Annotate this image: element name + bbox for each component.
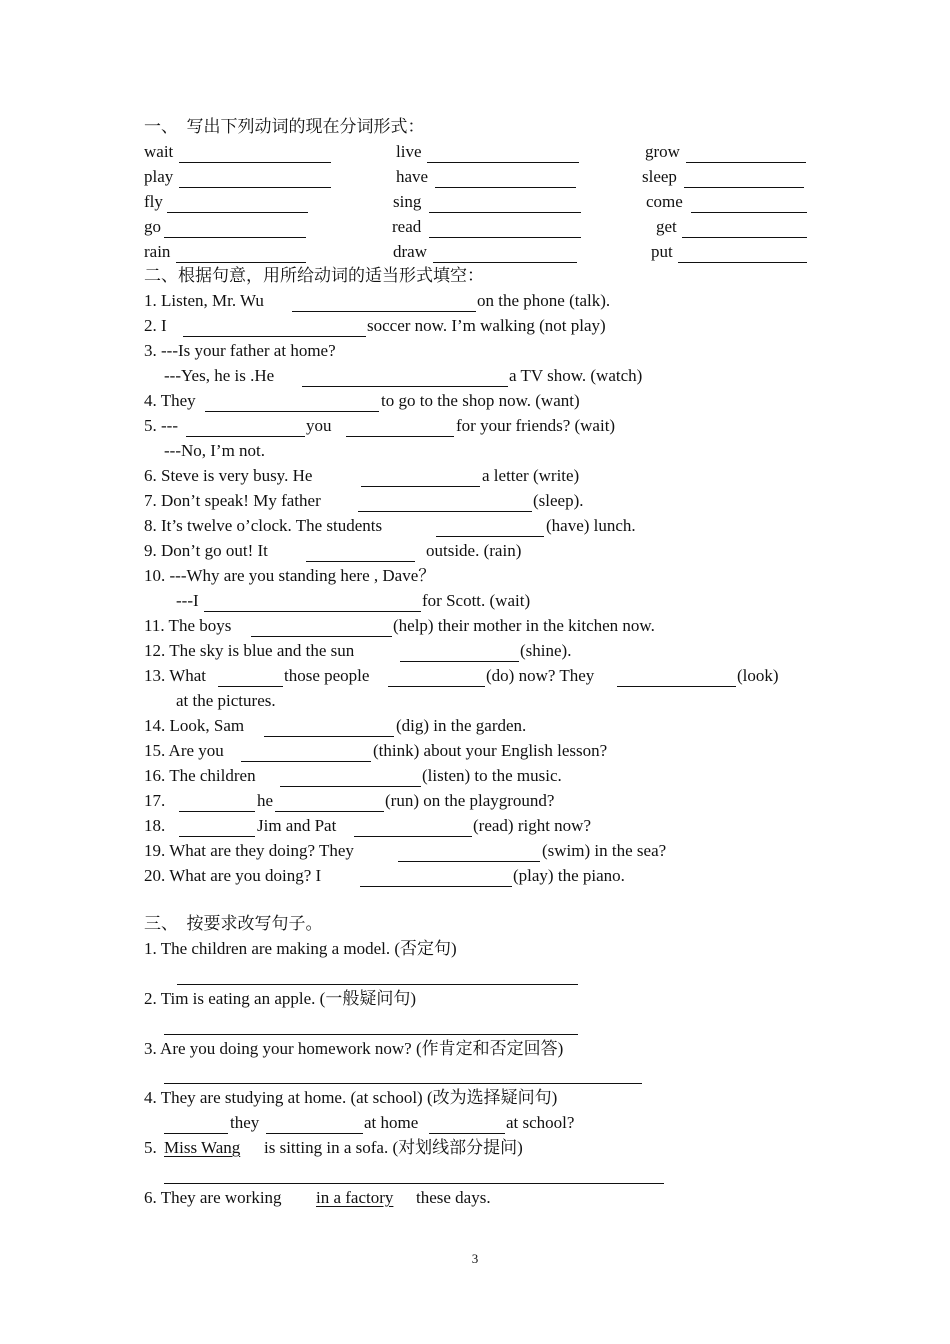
rewrite-5-answer bbox=[0, 1163, 950, 1188]
answer-blank[interactable] bbox=[280, 766, 421, 787]
answer-blank[interactable] bbox=[360, 866, 512, 887]
underlined-phrase: in a factory bbox=[316, 1188, 394, 1207]
rewrite-2-answer bbox=[0, 1014, 950, 1039]
question-11 bbox=[0, 616, 950, 641]
question-3 bbox=[0, 341, 950, 366]
verb-word: get bbox=[656, 217, 677, 236]
rewrite-instruction: 1. The children are making a model. (否定句) bbox=[144, 939, 457, 958]
question-text: they bbox=[230, 1113, 260, 1132]
answer-blank[interactable] bbox=[400, 641, 519, 662]
verb-row-3 bbox=[0, 192, 950, 217]
question-14 bbox=[0, 716, 950, 741]
question-10-answer bbox=[0, 591, 950, 616]
answer-blank[interactable] bbox=[691, 192, 807, 213]
question-16 bbox=[0, 766, 950, 791]
question-text: 5. --- bbox=[144, 416, 178, 435]
answer-blank[interactable] bbox=[164, 217, 306, 238]
question-text: 11. The boys bbox=[144, 616, 232, 635]
verb-word: go bbox=[144, 217, 161, 236]
answer-line[interactable] bbox=[164, 1163, 664, 1184]
rewrite-4-answer bbox=[0, 1113, 950, 1138]
verb-word: sleep bbox=[642, 167, 677, 186]
answer-blank[interactable] bbox=[167, 192, 308, 213]
answer-blank[interactable] bbox=[302, 366, 508, 387]
answer-blank[interactable] bbox=[354, 816, 472, 837]
answer-blank[interactable] bbox=[678, 242, 807, 263]
question-text: (have) lunch. bbox=[546, 516, 636, 535]
verb-word: play bbox=[144, 167, 174, 186]
question-text: a TV show. (watch) bbox=[509, 366, 643, 385]
question-text: ---Yes, he is .He bbox=[164, 366, 275, 385]
question-17 bbox=[0, 791, 950, 816]
question-text: 9. Don’t go out! It bbox=[144, 541, 268, 560]
question-text: Jim and Pat bbox=[257, 816, 337, 835]
question-text: for Scott. (wait) bbox=[422, 591, 531, 610]
rewrite-instruction: 6. They are working bbox=[144, 1188, 282, 1207]
answer-blank[interactable] bbox=[179, 791, 255, 812]
verb-word: rain bbox=[144, 242, 171, 261]
question-text: 4. They bbox=[144, 391, 196, 410]
answer-blank[interactable] bbox=[435, 167, 576, 188]
question-text: 12. The sky is blue and the sun bbox=[144, 641, 355, 660]
verb-word: read bbox=[392, 217, 422, 236]
question-text: soccer now. I’m walking (not play) bbox=[367, 316, 606, 335]
question-8 bbox=[0, 516, 950, 541]
answer-blank[interactable] bbox=[251, 616, 392, 637]
section-1-heading bbox=[0, 117, 950, 142]
question-text: 15. Are you bbox=[144, 741, 224, 760]
question-1 bbox=[0, 291, 950, 316]
answer-blank[interactable] bbox=[433, 242, 577, 263]
answer-line[interactable] bbox=[164, 1014, 578, 1035]
question-3-answer bbox=[0, 366, 950, 391]
section-3-title: 三、 按要求改写句子。 bbox=[144, 914, 323, 933]
answer-blank[interactable] bbox=[241, 741, 371, 762]
verb-word: fly bbox=[144, 192, 163, 211]
question-text: 8. It’s twelve o’clock. The students bbox=[144, 516, 383, 535]
answer-blank[interactable] bbox=[398, 841, 540, 862]
question-text: a letter (write) bbox=[482, 466, 580, 485]
answer-blank[interactable] bbox=[183, 316, 366, 337]
answer-line[interactable] bbox=[164, 1063, 642, 1084]
answer-blank[interactable] bbox=[436, 516, 544, 537]
verb-word: come bbox=[646, 192, 683, 211]
answer-blank[interactable] bbox=[204, 591, 421, 612]
answer-blank[interactable] bbox=[358, 491, 532, 512]
question-13-cont bbox=[0, 691, 950, 716]
answer-blank[interactable] bbox=[266, 1113, 363, 1134]
rewrite-instruction: these days. bbox=[416, 1188, 491, 1207]
verb-row-1 bbox=[0, 142, 950, 167]
section-1-title: 一、 写出下列动词的现在分词形式： bbox=[144, 117, 425, 136]
verb-word: sing bbox=[393, 192, 422, 211]
answer-blank[interactable] bbox=[682, 217, 807, 238]
question-text: 10. ---Why are you standing here , Dave？ bbox=[144, 566, 436, 585]
verb-word: put bbox=[651, 242, 673, 261]
rewrite-instruction: 4. They are studying at home. (at school) (改为选择疑问句) bbox=[144, 1088, 558, 1107]
question-7 bbox=[0, 491, 950, 516]
verb-row-2 bbox=[0, 167, 950, 192]
question-20 bbox=[0, 866, 950, 891]
answer-blank[interactable] bbox=[218, 666, 283, 687]
answer-blank[interactable] bbox=[429, 217, 581, 238]
question-text: (swim) in the sea? bbox=[542, 841, 667, 860]
rewrite-3-answer bbox=[0, 1063, 950, 1088]
question-text: you bbox=[306, 416, 332, 435]
question-text: 3. ---Is your father at home? bbox=[144, 341, 336, 360]
question-6 bbox=[0, 466, 950, 491]
question-text: outside. (rain) bbox=[426, 541, 522, 560]
answer-blank[interactable] bbox=[617, 666, 736, 687]
question-text: 1. Listen, Mr. Wu bbox=[144, 291, 264, 310]
rewrite-instruction: 3. Are you doing your homework now? (作肯定和否定回答) bbox=[144, 1039, 564, 1058]
question-12 bbox=[0, 641, 950, 666]
question-9 bbox=[0, 541, 950, 566]
rewrite-5 bbox=[0, 1138, 950, 1163]
answer-blank[interactable] bbox=[205, 391, 379, 412]
verb-word: draw bbox=[393, 242, 427, 261]
verb-word: wait bbox=[144, 142, 174, 161]
question-19 bbox=[0, 841, 950, 866]
rewrite-4 bbox=[0, 1088, 950, 1113]
question-text: (think) about your English lesson? bbox=[373, 741, 608, 760]
answer-blank[interactable] bbox=[275, 791, 384, 812]
answer-blank[interactable] bbox=[292, 291, 476, 312]
answer-blank[interactable] bbox=[186, 416, 305, 437]
question-text: 14. Look, Sam bbox=[144, 716, 245, 735]
rewrite-instruction: is sitting in a sofa. (对划线部分提问) bbox=[264, 1138, 523, 1157]
question-text: 16. The children bbox=[144, 766, 256, 785]
answer-blank[interactable] bbox=[179, 142, 331, 163]
question-text: 18. bbox=[144, 816, 166, 835]
question-text: 17. bbox=[144, 791, 166, 810]
question-text: (look) bbox=[737, 666, 779, 685]
section-2-heading bbox=[0, 266, 950, 291]
question-text: (listen) to the music. bbox=[422, 766, 562, 785]
question-text: (play) the piano. bbox=[513, 866, 625, 885]
answer-line[interactable] bbox=[177, 964, 578, 985]
question-18 bbox=[0, 816, 950, 841]
question-text: 2. I bbox=[144, 316, 167, 335]
question-text: 19. What are they doing? They bbox=[144, 841, 354, 860]
question-5-answer bbox=[0, 441, 950, 466]
question-4 bbox=[0, 391, 950, 416]
verb-word: live bbox=[396, 142, 422, 161]
question-text: at home bbox=[364, 1113, 419, 1132]
question-text: at school? bbox=[506, 1113, 575, 1132]
answer-blank[interactable] bbox=[429, 1113, 505, 1134]
question-text: (sleep). bbox=[533, 491, 584, 510]
answer-blank[interactable] bbox=[429, 192, 581, 213]
question-text: 7. Don’t speak! My father bbox=[144, 491, 321, 510]
question-2 bbox=[0, 316, 950, 341]
rewrite-3 bbox=[0, 1039, 950, 1064]
answer-blank[interactable] bbox=[164, 1113, 228, 1134]
question-text: for your friends? (wait) bbox=[456, 416, 616, 435]
section-2-title: 二、根据句意，用所给动词的适当形式填空： bbox=[144, 266, 484, 285]
answer-blank[interactable] bbox=[427, 142, 579, 163]
rewrite-1-answer bbox=[0, 964, 950, 989]
answer-blank[interactable] bbox=[388, 666, 485, 687]
question-text: (help) their mother in the kitchen now. bbox=[393, 616, 655, 635]
answer-blank[interactable] bbox=[179, 816, 255, 837]
question-text: (shine). bbox=[520, 641, 572, 660]
rewrite-2 bbox=[0, 989, 950, 1014]
question-10 bbox=[0, 566, 950, 591]
question-text: ---I bbox=[176, 591, 199, 610]
answer-blank[interactable] bbox=[176, 242, 306, 263]
rewrite-1 bbox=[0, 939, 950, 964]
question-text: at the pictures. bbox=[176, 691, 276, 710]
question-text: to go to the shop now. (want) bbox=[381, 391, 580, 410]
answer-blank[interactable] bbox=[179, 167, 331, 188]
answer-blank[interactable] bbox=[686, 142, 806, 163]
verb-row-4 bbox=[0, 217, 950, 242]
question-text: (read) right now? bbox=[473, 816, 592, 835]
answer-blank[interactable] bbox=[684, 167, 804, 188]
answer-blank[interactable] bbox=[306, 541, 415, 562]
question-text: he bbox=[257, 791, 274, 810]
question-text: ---No, I’m not. bbox=[164, 441, 266, 460]
question-text: (do) now? They bbox=[486, 666, 595, 685]
rewrite-instruction: 2. Tim is eating an apple. (一般疑问句) bbox=[144, 989, 416, 1008]
question-15 bbox=[0, 741, 950, 766]
rewrite-instruction: 5. bbox=[144, 1138, 157, 1157]
verb-row-5 bbox=[0, 242, 950, 267]
verb-word: grow bbox=[645, 142, 680, 161]
question-13 bbox=[0, 666, 950, 691]
question-text: on the phone (talk). bbox=[477, 291, 611, 310]
question-5 bbox=[0, 416, 950, 441]
answer-blank[interactable] bbox=[264, 716, 394, 737]
rewrite-6 bbox=[0, 1188, 950, 1213]
question-text: those people bbox=[284, 666, 370, 685]
section-3-heading bbox=[0, 914, 950, 939]
verb-word: have bbox=[396, 167, 429, 186]
question-text: (run) on the playground? bbox=[385, 791, 555, 810]
question-text: 6. Steve is very busy. He bbox=[144, 466, 313, 485]
answer-blank[interactable] bbox=[361, 466, 480, 487]
question-text: 20. What are you doing? I bbox=[144, 866, 322, 885]
page-number: 3 bbox=[471, 1251, 479, 1266]
underlined-phrase: Miss Wang bbox=[164, 1138, 241, 1157]
answer-blank[interactable] bbox=[346, 416, 454, 437]
question-text: (dig) in the garden. bbox=[396, 716, 527, 735]
question-text: 13. What bbox=[144, 666, 207, 685]
